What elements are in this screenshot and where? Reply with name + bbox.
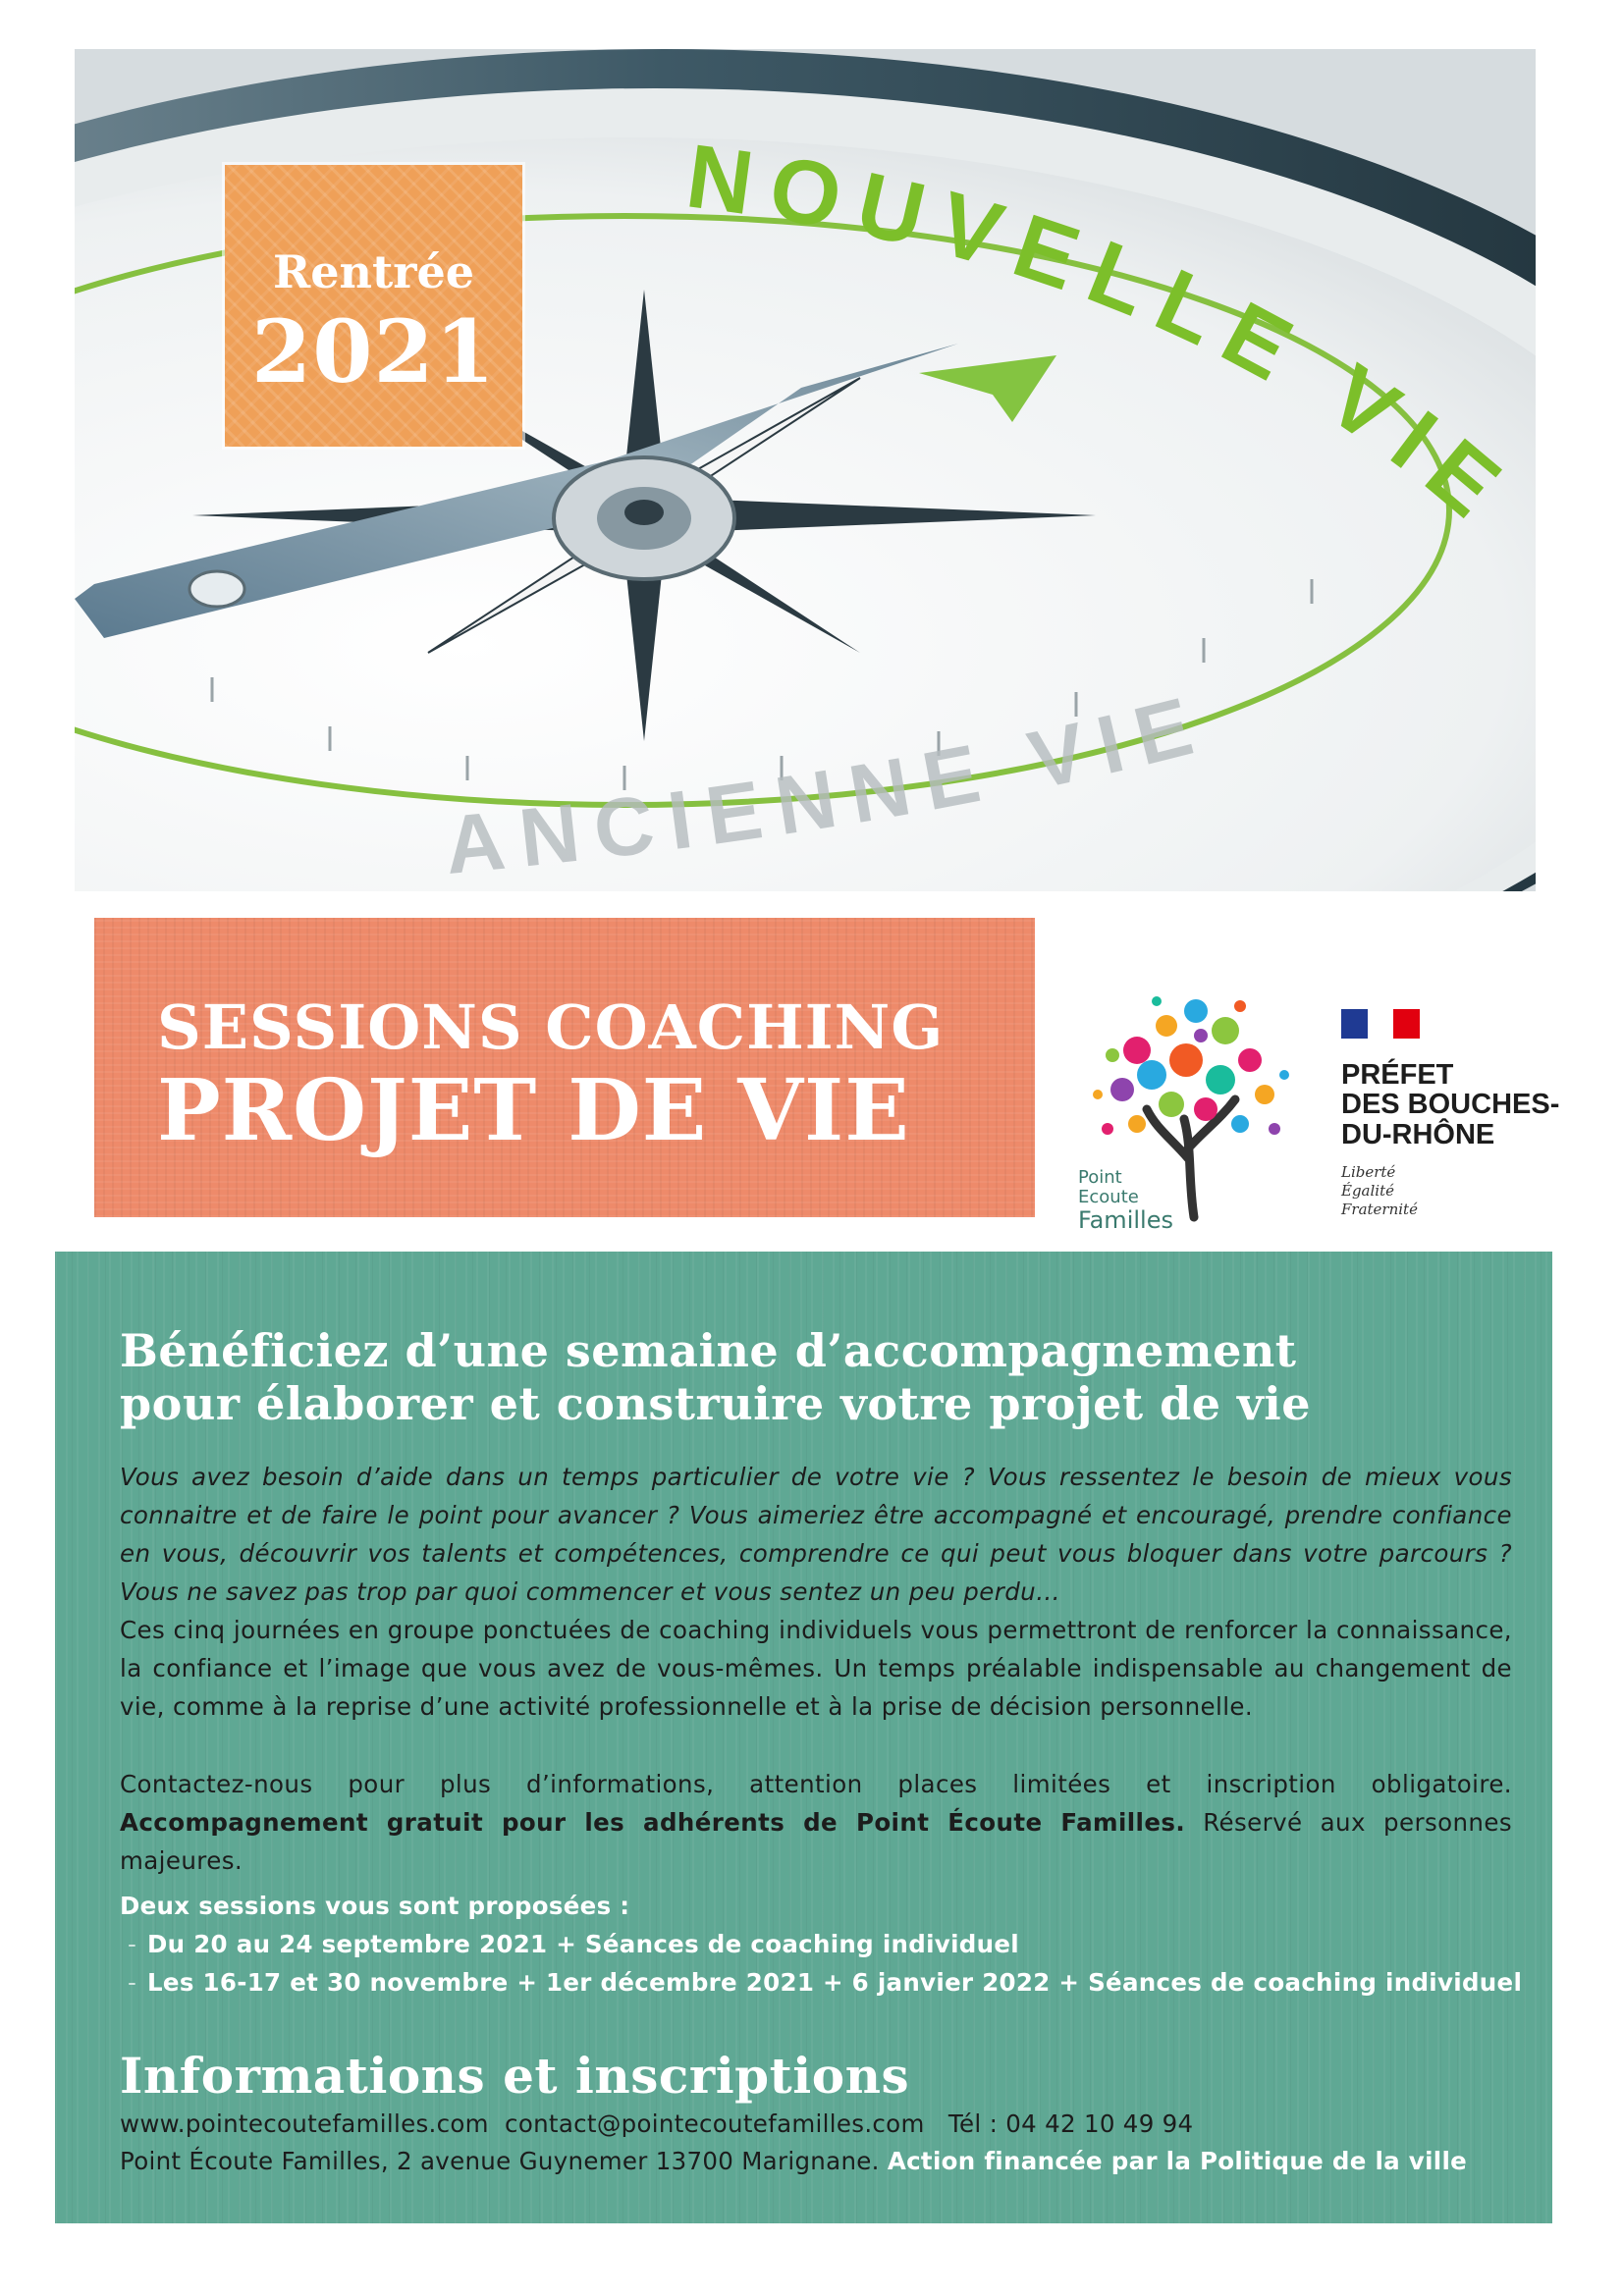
sessions-list [120,1887,1534,2002]
point-ecoute-familles-wordmark [1078,1168,1186,1233]
prefet-name [1341,1060,1577,1149]
website-link[interactable]: www.pointecoutefamilles.com [120,2109,489,2138]
info-title: Informations et inscriptions [120,2047,910,2105]
prefet-line3: DU-RHÔNE [1341,1118,1495,1150]
email-link[interactable]: contact@pointecoutefamilles.com [505,2109,925,2138]
badge-label: Rentrée [273,245,474,298]
rentree-badge [225,165,522,447]
reserved-adults: Réservé aux personnes majeures. [120,1808,1512,1875]
funding-note: Action financée par la Politique de la ville [887,2147,1468,2175]
session-item: - Les 16-17 et 30 novembre + 1er décembre 2021 + 6 janvier 2022 + Séances de coaching individuel [120,1963,1534,2002]
motto-liberte: Liberté [1341,1163,1396,1182]
french-flag-icon [1341,1009,1420,1039]
banner-title-line1: SESSIONS COACHING [157,991,945,1063]
motto-fraternite: Fraternité [1341,1200,1418,1218]
free-for-members: Accompagnement gratuit pour les adhérents de Point Écoute Familles. [120,1808,1186,1837]
republic-motto [1341,1163,1577,1218]
session-item: - Du 20 au 24 septembre 2021 + Séances de coaching individuel [120,1925,1534,1963]
headline-line2: pour élaborer et construire votre projet de vie [120,1377,1312,1430]
badge-year: 2021 [251,300,496,402]
prefet-logo [1341,1009,1577,1219]
prefet-line1: PRÉFET [1341,1059,1454,1091]
contact-line: Contactez-nous pour plus d’informations, attention places limitées et inscription obligatoire. [120,1770,1512,1798]
contact-details [120,2106,1534,2180]
pef-line2: Familles [1078,1205,1173,1234]
main-headline [120,1324,1494,1430]
main-content-block [55,1252,1552,2223]
phone-number: Tél : 04 42 10 49 94 [947,2109,1194,2138]
headline-line1: Bénéficiez d’une semaine d’accompagnement [120,1324,1297,1377]
compass-text-new: NOUVELLE VIE [680,126,1532,548]
compass-text-old: ANCIENNE VIE [441,675,1217,891]
sessions-banner [94,918,1035,1217]
contact-paragraph [120,1765,1512,1880]
sessions-title: Deux sessions vous sont proposées : [120,1892,630,1920]
address: Point Écoute Familles, 2 avenue Guynemer 13700 Marignane. [120,2147,880,2175]
banner-title-line2: PROJET DE VIE [157,1061,910,1160]
hero-compass-image [75,49,1536,891]
body-paragraph: Ces cinq journées en groupe ponctuées de coaching individuels vous permettront de renforcer la connaissance, la confiance et l’image que vous avez de vous-mêmes. Un temps préalable indispensable au changement de vie, comme à la reprise d’une activité professionnelle et à la prise de décision personnelle. [120,1616,1512,1721]
intro-paragraph: Vous avez besoin d’aide dans un temps particulier de votre vie ? Vous ressentez le besoin de mieux vous connaitre et de faire le point pour avancer ? Vous aimeriez être accompagné et encouragé, prendre confiance en vous, découvrir vos talents et compétences, comprendre ce qui peut vous bloquer dans votre parcours ? Vous ne savez pas trop par quoi commencer et vous sentez un peu perdu… [120,1463,1512,1606]
prefet-line2: DES BOUCHES- [1341,1089,1560,1121]
motto-egalite: Égalité [1341,1182,1394,1201]
pef-line1: Point Ecoute [1078,1167,1139,1207]
